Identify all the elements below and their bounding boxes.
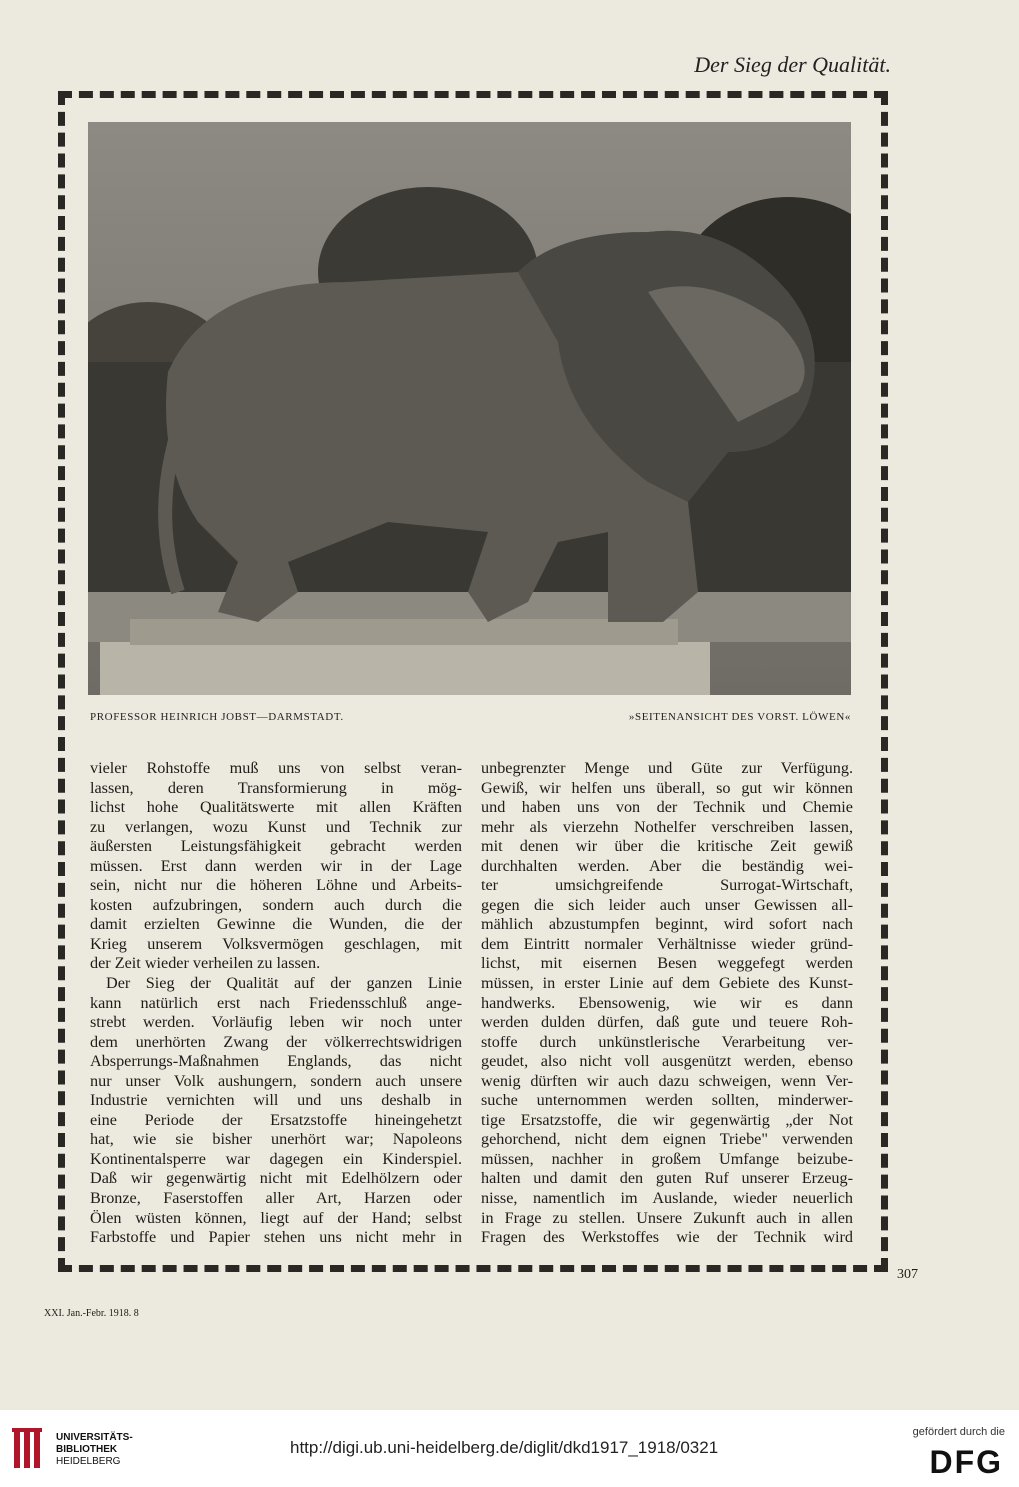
text-line: nur unser Volk aushungern, sondern auch unsere (90, 1071, 462, 1090)
library-logo-icon (12, 1428, 46, 1472)
lion-sculpture-photo (88, 122, 851, 695)
text-line: müssen, nachher in großem Umfange beizube- (481, 1149, 853, 1168)
text-line: halten und damit den guten Ruf unserer Erzeug- (481, 1169, 853, 1188)
text-line: zu verlangen, wozu Kunst und Technik zur (90, 817, 462, 836)
text-line: stoffe durch unkünstlerische Verarbeitung ver- (481, 1032, 853, 1051)
text-line: Gewiß, wir helfen uns überall, so gut wir können (481, 778, 853, 797)
text-line: in Frage zu stellen. Unsere Zukunft auch in allen (481, 1208, 853, 1227)
dfg-logo: DFG (929, 1444, 1003, 1480)
text-line: gehorchend, nicht dem eignen Triebe" verwenden (481, 1130, 853, 1149)
text-line: werden dulden dürfen, daß gute und teuere Roh- (481, 1013, 853, 1032)
library-name-line: UNIVERSITÄTS- (56, 1432, 133, 1443)
running-head: Der Sieg der Qualität. (694, 52, 891, 77)
text-line: kann natürlich erst nach Friedensschluß ange- (90, 993, 462, 1012)
text-line: Industrie vernichten will und uns deshalb in (90, 1091, 462, 1110)
text-line: Bronze, Faserstoffen aller Art, Harzen oder (90, 1189, 462, 1208)
text-line: müssen. Erst dann werden wir in der Lage (90, 856, 462, 875)
text-line: lassen, deren Transformierung in mög- (90, 778, 462, 797)
text-line: unbegrenzter Menge und Güte zur Verfügung. (481, 759, 853, 777)
text-column-left (90, 759, 462, 1248)
lion-sculpture-illustration (88, 122, 851, 695)
library-name (56, 1432, 133, 1468)
text-line: Daß wir gegenwärtig nicht mit Edelhölzern oder (90, 1169, 462, 1188)
text-line: tige Ersatzstoffe, die wir gegenwärtig „der Not (481, 1110, 853, 1129)
permalink-url[interactable]: http://digi.ub.uni-heidelberg.de/diglit/dkd1917_1918/0321 (290, 1438, 719, 1457)
text-line: hat, wie sie bisher unerhört war; Napoleons (90, 1130, 462, 1149)
text-line: Farbstoffe und Papier stehen uns nicht mehr in (90, 1228, 462, 1247)
text-line: eine Periode der Ersatzstoffe hineingehetzt (90, 1110, 462, 1129)
text-line: dem Eintritt normaler Verhältnisse wieder gründ- (481, 934, 853, 953)
text-line: Ölen wüsten können, liegt auf der Hand; selbst (90, 1208, 462, 1227)
text-line: müssen, in erster Linie auf dem Gebiete des Kunst- (481, 974, 853, 993)
text-line: strebt werden. Vorläufig leben wir noch unter (90, 1013, 462, 1032)
photo-caption-artist: PROFESSOR HEINRICH JOBST—DARMSTADT. (90, 711, 344, 723)
text-line: sein, nicht nur die höheren Löhne und Arbeits- (90, 876, 462, 895)
text-line: mit denen wir über die kritische Zeit gewiß (481, 837, 853, 856)
text-line: handwerks. Ebensowenig, wie wir es dann (481, 993, 853, 1012)
text-line: ter umsichgreifende Surrogat-Wirtschaft, (481, 876, 853, 895)
text-line: wenig dürften wir auch dazu schweigen, wenn Ver- (481, 1071, 853, 1090)
text-line: Kontinentalsperre war dagegen ein Kinderspiel. (90, 1149, 462, 1168)
text-line: damit erzielten Gewinne die Wunden, die der (90, 915, 462, 934)
text-column-right (481, 759, 853, 1248)
text-line: gegen die sich leider auch unser Gewissen all- (481, 895, 853, 914)
text-line: kosten aufzubringen, sondern auch durch die (90, 895, 462, 914)
text-line: lichst hohe Qualitätswerte mit allen Kräften (90, 798, 462, 817)
text-line: vieler Rohstoffe muß uns von selbst veran- (90, 759, 462, 777)
library-name-line: HEIDELBERG (56, 1456, 121, 1467)
photo-caption-title: »SEITENANSICHT DES VORST. LÖWEN« (628, 711, 851, 723)
text-line: Der Sieg der Qualität auf der ganzen Linie (106, 974, 462, 993)
text-line: der Zeit wieder verheilen zu lassen. (90, 954, 321, 973)
text-line: mählich abzustumpfen beginnt, wird sofort nach (481, 915, 853, 934)
library-name-line: BIBLIOTHEK (56, 1444, 118, 1455)
text-line: und haben uns von der Technik und Chemie (481, 798, 853, 817)
text-line: Krieg unserem Volksvermögen geschlagen, mit (90, 934, 462, 953)
text-line: suche unternommen werden sollten, minderwer- (481, 1091, 853, 1110)
text-line: mehr als vierzehn Nothelfer verschreiben lassen, (481, 817, 853, 836)
text-line: äußersten Leistungsfähigkeit gebracht werden (90, 837, 462, 856)
text-line: lichst, mit eisernen Besen weggefegt werden (481, 954, 853, 973)
text-line: Absperrungs-Maßnahmen Englands, das nicht (90, 1052, 462, 1071)
page-number: 307 (897, 1267, 918, 1282)
text-line: nisse, namentlich im Auslande, wieder neuerlich (481, 1189, 853, 1208)
text-line: Fragen des Werkstoffes wie der Technik wird (481, 1228, 853, 1247)
funding-note: gefördert durch die (912, 1426, 1005, 1438)
text-line: dem unerhörten Zwang der völkerrechtswidrigen (90, 1032, 462, 1051)
text-line: geudet, also nicht voll ausgenützt werden, ebenso (481, 1052, 853, 1071)
text-line: durchhalten werden. Aber die beständig wei- (481, 856, 853, 875)
printer-signature: XXI. Jan.-Febr. 1918. 8 (44, 1308, 139, 1319)
viewer-footer (0, 1410, 1019, 1487)
